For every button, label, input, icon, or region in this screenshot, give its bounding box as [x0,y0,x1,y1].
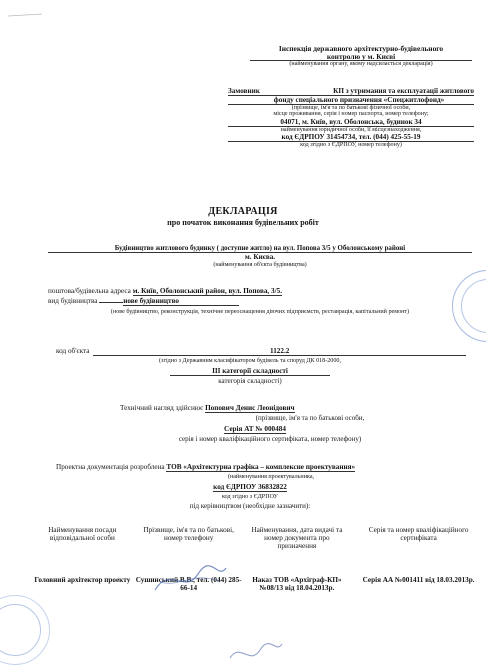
table-cell: Головний архітектор проекту [34,576,131,584]
object-code-label: код об'єкта [56,347,90,355]
construction-type-value: нове будівництво [123,297,239,306]
supervision-row [120,404,440,412]
object-caption: (найменування об'єкта будівництва) [213,262,307,268]
table-row [32,567,486,593]
object-name-line1: Будівництво житлового будинку ( доступне житло) на вул. Попова 3/5 у Оболонському районі [48,245,472,253]
customer-caption-2: місце проживання, серія і номер паспорта, номер телефону; [273,111,429,118]
object-block [48,245,472,268]
supervisor-name: Попович Денис Леонідович [205,404,295,412]
object-code-row [56,347,466,356]
customer-caption-3: найменування юридичної особи, її місцезнаходження, [280,126,422,133]
customer-row-1 [228,87,474,96]
signature-bottom [226,640,286,666]
table-header-row [32,527,486,567]
authority-name-line1: Інспекція державного архітектурно-будівельного [278,44,444,53]
table-cell: Наказ ТОВ «Архіграф-КП» №08/13 від 18.04.2013р. [252,576,342,592]
type-blank [99,302,123,303]
customer-address: 04071, м. Київ, вул. Оболонська, будинок 34 [228,118,474,127]
table-header: Найменування посади відповідальної особи [48,526,117,542]
construction-type-caption: (нове будівництво, реконструкція, технічне переоснащення діючих підприємств, реставрація, капітальний ремонт) [110,309,410,315]
customer-name-line2: фонду спеціального призначення «Спецжитлофонд» [228,96,474,105]
declaration-title [0,206,486,227]
table-cell: Сушинський В.В., тел. (044) 285-66-14 [135,576,242,592]
design-row [56,463,476,471]
address-label: поштова/будівельна адреса [48,287,131,295]
address-row [48,287,472,295]
signature-scribble [150,560,230,600]
table-header: Прізвище, ім'я та по батькові, номер телефону [143,526,234,542]
supervision-caption-1: (прізвище, ім'я та по батькові особи, [255,414,365,422]
design-label: Проектна документація розроблена [56,463,165,471]
authority-name-line2: контролю у м. Києві [250,53,472,62]
object-code-value: 1122.2 [93,347,466,356]
supervision-caption-2: серія і номер кваліфікаційного сертифіката, номер телефону) [178,435,362,443]
address-value: м. Київ, Оболонський район, вул. Попова, 3/5. [132,287,283,295]
complexity-caption: категорія складності) [218,377,282,385]
complexity-category: ІІІ категорії складності [170,367,330,376]
customer-caption-1: (прізвище, ім'я та по батькові фізичної особи, [291,105,411,111]
design-caption-3: під керівництвом (необхідне зазначити): [189,502,311,510]
page-subtitle: про початок виконання будівельних робіт [167,218,319,227]
stamp-right-edge [452,270,486,342]
supervision-certificate: Серія АТ № 000484 [224,425,286,433]
authority-caption: (найменування органу, якому надсилається декларація) [289,61,433,68]
design-code: код ЄДРПОУ 36832822 [213,483,287,491]
customer-name-line1: КП з утримання та експлуатації житлового [333,87,474,95]
design-org: ТОВ «Архітектурна графіка – комплексне проектування» [166,463,356,471]
customer-block [228,87,474,149]
supervision-cert-wrap [200,425,310,433]
page-title: ДЕКЛАРАЦІЯ [208,206,278,217]
object-code-caption: (згідно з Державним класифікатором будівель та споруд ДК 018-2000, [159,358,341,364]
customer-caption-4: код згідно з ЄДРПОУ, номер телефону) [300,142,402,149]
customer-label: Замовник [228,87,260,95]
customer-code-line: код ЄДРПОУ 31454734, тел. (044) 425-55-19 [228,133,474,142]
construction-type-label: вид будівництва [48,297,98,305]
construction-type-row [48,297,472,305]
table-cell: Серія АА №001411 від 18.03.2013р. [362,576,475,584]
authority-block [250,45,472,67]
complexity-value [170,367,330,376]
supervision-label: Технічний нагляд здійснює [120,404,204,412]
stamp-bottom-left [0,595,50,665]
responsible-persons-table [32,527,486,593]
table-header: Найменування, дата видачі та номер документа про призначення [251,526,343,550]
table-header: Серія та номер кваліфікаційного сертифіката [368,526,469,542]
design-caption-1: (найменування проектувальника, [227,474,315,480]
design-code-wrap [190,483,310,491]
signature-top-left [6,4,46,20]
design-caption-2: код згідно з ЄДРПОУ [222,494,278,500]
object-name-line2: м. Києва. [244,253,276,261]
